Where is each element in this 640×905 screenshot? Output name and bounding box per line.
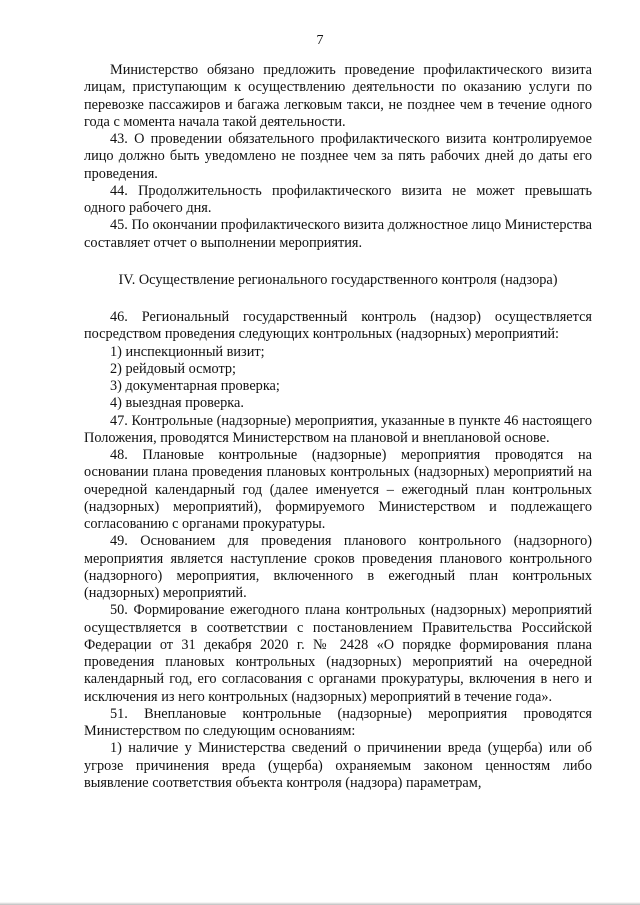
paragraph-51-item-1: 1) наличие у Министерства сведений о причинении вреда (ущерба) или об угрозе причинения вреда (ущерба) охраняемым законом ценностям либо выявление соответствия объекта контроля (надзора) параметрам, bbox=[84, 740, 592, 791]
paragraph-51: 51. Внеплановые контрольные (надзорные) мероприятия проводятся Министерством по следующим основаниям: bbox=[84, 705, 592, 739]
list-item-1: 1) инспекционный визит; bbox=[110, 343, 265, 360]
paragraph-47: 47. Контрольные (надзорные) мероприятия, указанные в пункте 46 настоящего Положения, проводятся Министерством на плановой и внеплановой основе. bbox=[84, 412, 592, 446]
paragraph-46: 46. Региональный государственный контроль (надзор) осуществляется посредством проведения следующих контрольных (надзорных) мероприятий: bbox=[84, 309, 592, 343]
paragraph-43: 43. О проведении обязательного профилактического визита контролируемое лицо должно быть уведомлено не позднее чем за пять рабочих дней до даты его проведения. bbox=[84, 131, 592, 182]
section-heading: IV. Осуществление регионального государственного контроля (надзора) bbox=[118, 271, 558, 288]
paragraph-48: 48. Плановые контрольные (надзорные) мероприятия проводятся на основании плана проведения плановых контрольных (надзорных) мероприятий на очередной календарный год (далее именуется – ежегодный план контрольных (надзорных) мероприятий), формируемого Министерством и подлежащего согласованию с органами прокуратуры. bbox=[84, 447, 592, 532]
paragraph-50: 50. Формирование ежегодного плана контрольных (надзорных) мероприятий осуществляется в соответствии с постановлением Правительства Российской Федерации от 31 декабря 2020 г. № 2428 «О порядке формирования плана проведения плановых контрольных (надзорных) мероприятий на очередной календарный год, его согласования с органами прокуратуры, включения в него и исключения из него контрольных (надзорных) мероприятий в течение года». bbox=[84, 602, 592, 705]
list-item-2: 2) рейдовый осмотр; bbox=[110, 360, 237, 377]
paragraph-42-cont: Министерство обязано предложить проведение профилактического визита лицам, приступающим к осуществлению деятельности по оказанию услуги по перевозке пассажиров и багажа легковым такси, не позднее чем в течение одного года с момента начала такой деятельности. bbox=[84, 62, 592, 130]
paragraph-45: 45. По окончании профилактического визита должностное лицо Министерства составляет отчет о выполнении мероприятия. bbox=[84, 217, 592, 251]
page-number: 7 bbox=[316, 33, 324, 48]
list-item-4: 4) выездная проверка. bbox=[110, 395, 244, 412]
document-body bbox=[84, 62, 592, 792]
paragraph-49: 49. Основанием для проведения планового контрольного (надзорного) мероприятия является наступление сроков проведения планового контрольного (надзорного) мероприятия, включенного в ежегодный план контрольных (надзорных) мероприятий. bbox=[84, 533, 592, 601]
list-item-3: 3) документарная проверка; bbox=[110, 378, 280, 394]
paragraph-44: 44. Продолжительность профилактического визита не может превышать одного рабочего дня. bbox=[84, 182, 592, 216]
